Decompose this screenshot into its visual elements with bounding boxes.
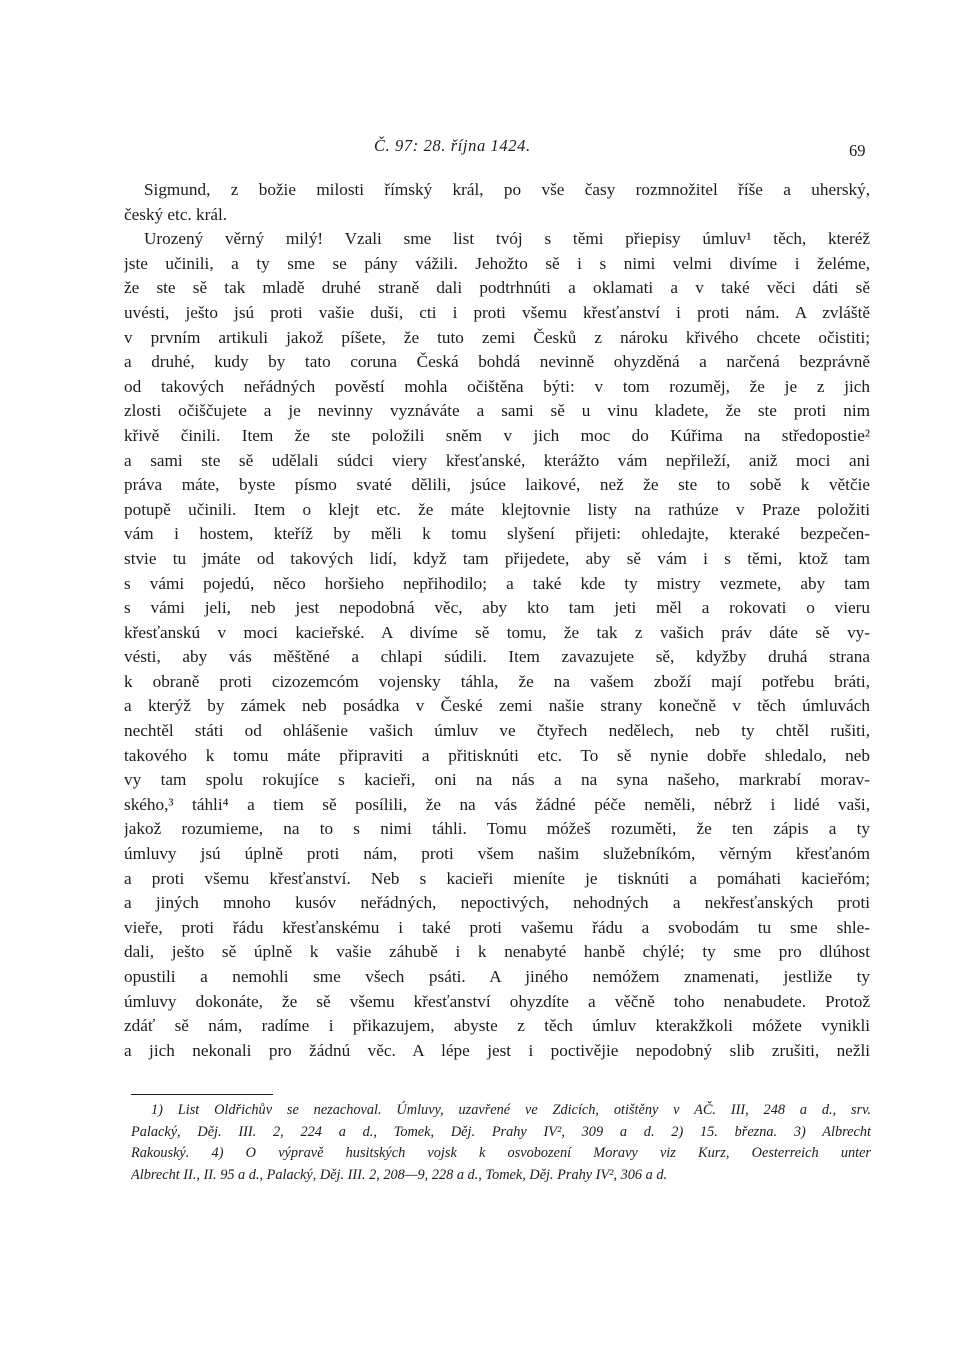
body-line: stvie tu jmáte od takových lidí, když tam přijedete, aby sě vám i s těmi, ktož tam <box>124 548 870 568</box>
body-line: zlosti očiščujete a je nevinny vyznáváte a sami sě u vinu kladete, že ste proti nim <box>124 401 870 421</box>
body-line: vy tam spolu rokujíce s kacieři, oni na nás a na syna našeho, markrabí morav- <box>124 770 870 790</box>
body-line: křivě činili. Item že ste položili sněm v jich moc do Kúřima na středopostie² <box>124 425 870 445</box>
body-line: jakož rozumieme, na to s nimi táhli. Tomu móžeš rozuměti, že ten zápis a ty <box>124 819 870 839</box>
body-line: od takových neřádných pověstí mohla očištěna býti: v tom rozuměj, že je z jich <box>124 376 870 396</box>
footnote-line: 1) List Oldřichův se nezachoval. Úmluvy, uzavřené ve Zdicích, otištěny v AČ. III, 248 a d., srv. <box>151 1102 871 1118</box>
body-line: opustili a nemohli sme všech psáti. A jiného nemóžem znamenati, jestliže ty <box>124 967 870 986</box>
footnote-line: Palacký, Děj. III. 2, 224 a d., Tomek, Děj. Prahy IV², 309 a d. 2) 15. března. 3) Albrecht <box>131 1123 871 1140</box>
footnotes <box>131 1100 871 1187</box>
body-line: k obraně proti cizozemcóm vojensky táhla, že na vašem zboží mají potřebu bráti, <box>124 671 870 691</box>
body-line: takového k tomu máte připraviti a přitisknúti etc. To sě nynie dobře shledalo, neb <box>124 745 870 765</box>
body-line: a sami ste sě udělali súdci viery křesťanské, kterážto vám nepřileží, aniž moci ani <box>124 450 870 470</box>
body-line: a jiných mnoho kusóv neřádných, nepoctivých, nehodných a nekřesťanských proti <box>124 893 870 913</box>
body-line: a druhé, kudy by tato coruna Česká bohdá nevinně ohyzděná a narčená bezprávně <box>124 352 870 372</box>
body-line: úmluvy dokonáte, že sě všemu křesťanství ohyzdíte a věčně toho nenabudete. Protož <box>124 991 870 1011</box>
body-line: že ste sě tak mladě druhé straně dali podtrhnúti a oklamati a v také věci dáti sě <box>124 278 870 298</box>
body-line: uvésti, ješto jsú proti vašie duši, cti i proti všemu křesťanství i proti nám. A zvláště <box>124 302 870 322</box>
body-line: vieře, proti řádu křesťanskému i také proti vašemu řádu a svobodám tu sme shle- <box>124 917 870 937</box>
body-line: nechtěl státi od ohlášenie vašich úmluv ve čtyřech nedělech, neb ty chtěl rušiti, <box>124 721 870 741</box>
running-head: Č. 97: 28. října 1424. <box>374 136 531 155</box>
body-line: Sigmund, z božie milosti římský král, po vše časy rozmnožitel říše a uherský, <box>144 180 870 199</box>
body-line: potupě učinili. Item o klejt etc. že máte klejtovnie listy na rathúze v Praze položiti <box>124 499 870 519</box>
body-line: úmluvy jsú úplně proti nám, proti všem našim služebníkóm, věrným křesťanóm <box>124 844 870 864</box>
body-line: práva máte, byste písmo svaté dělili, jsúce laikové, než že ste to sobě k větčie <box>124 475 870 495</box>
body-line: křesťanskú v moci kacieřské. A divíme sě tomu, že tak z vašich práv dáte sě vy- <box>124 622 870 642</box>
body-line: vésti, aby vás měštěné a chlapi súdili. Item zavazujete sě, kdyžby druhá strana <box>124 647 870 667</box>
body-line: Urozený věrný milý! Vzali sme list tvój s těmi přiepisy úmluv¹ těch, kteréž <box>144 229 870 249</box>
page-number: 69 <box>849 141 866 160</box>
body-line: zdáť sě nám, radíme i přikazujem, abyste z těch úmluv kterakžkoli móžete vynikli <box>124 1016 870 1036</box>
body-line: a jich nekonali pro žádnú věc. A lépe jest i poctivějie nepodobný slib zrušiti, nežli <box>124 1040 870 1060</box>
body-line: v prvním artikuli jakož píšete, že tuto zemi Česků z nároku křivého chcete očistiti; <box>124 327 870 347</box>
footnote-separator <box>131 1094 273 1095</box>
footnote-line: Albrecht II., II. 95 a d., Palacký, Děj. III. 2, 208—9, 228 a d., Tomek, Děj. Prahy IV², 306 a d. <box>131 1167 668 1184</box>
body-line: s vámi jeli, neb jest nepodobná věc, aby kto tam jeti měl a rokovati o vieru <box>124 598 870 618</box>
body-line: vám i hostem, kteříž by měli k tomu slyšení přijeti: ohledajte, kteraké bezpečen- <box>124 524 870 544</box>
body-line: a proti všemu křesťanství. Neb s kacieři mieníte je tisknúti a pomáhati kacieřóm; <box>124 868 870 888</box>
letter-body <box>124 178 870 1063</box>
body-line: jste učinili, a ty sme se pány vážili. Jehožto sě i s nimi velmi divíme i želéme, <box>124 253 870 273</box>
body-line: s vámi pojedú, něco horšieho nepřihodilo; a také kde ty mistry vezmete, aby tam <box>124 573 870 593</box>
body-line: a kterýž by zámek neb posádka v České zemi našie strany konečně v těch úmluvách <box>124 696 870 716</box>
body-line: ského,³ táhli⁴ a tiem sě posílili, že na vás žádné péče neměli, nébrž i lidé vaši, <box>124 794 870 814</box>
footnote-line: Rakouský. 4) O výpravě husitských vojsk k osvobození Moravy viz Kurz, Oesterreich unter <box>131 1145 871 1162</box>
body-line: dali, ješto sě úplně k vašie záhubě i k nenabyté hanbě chýlé; ty sme pro dlúhost <box>124 942 870 962</box>
body-line: český etc. král. <box>124 204 228 224</box>
